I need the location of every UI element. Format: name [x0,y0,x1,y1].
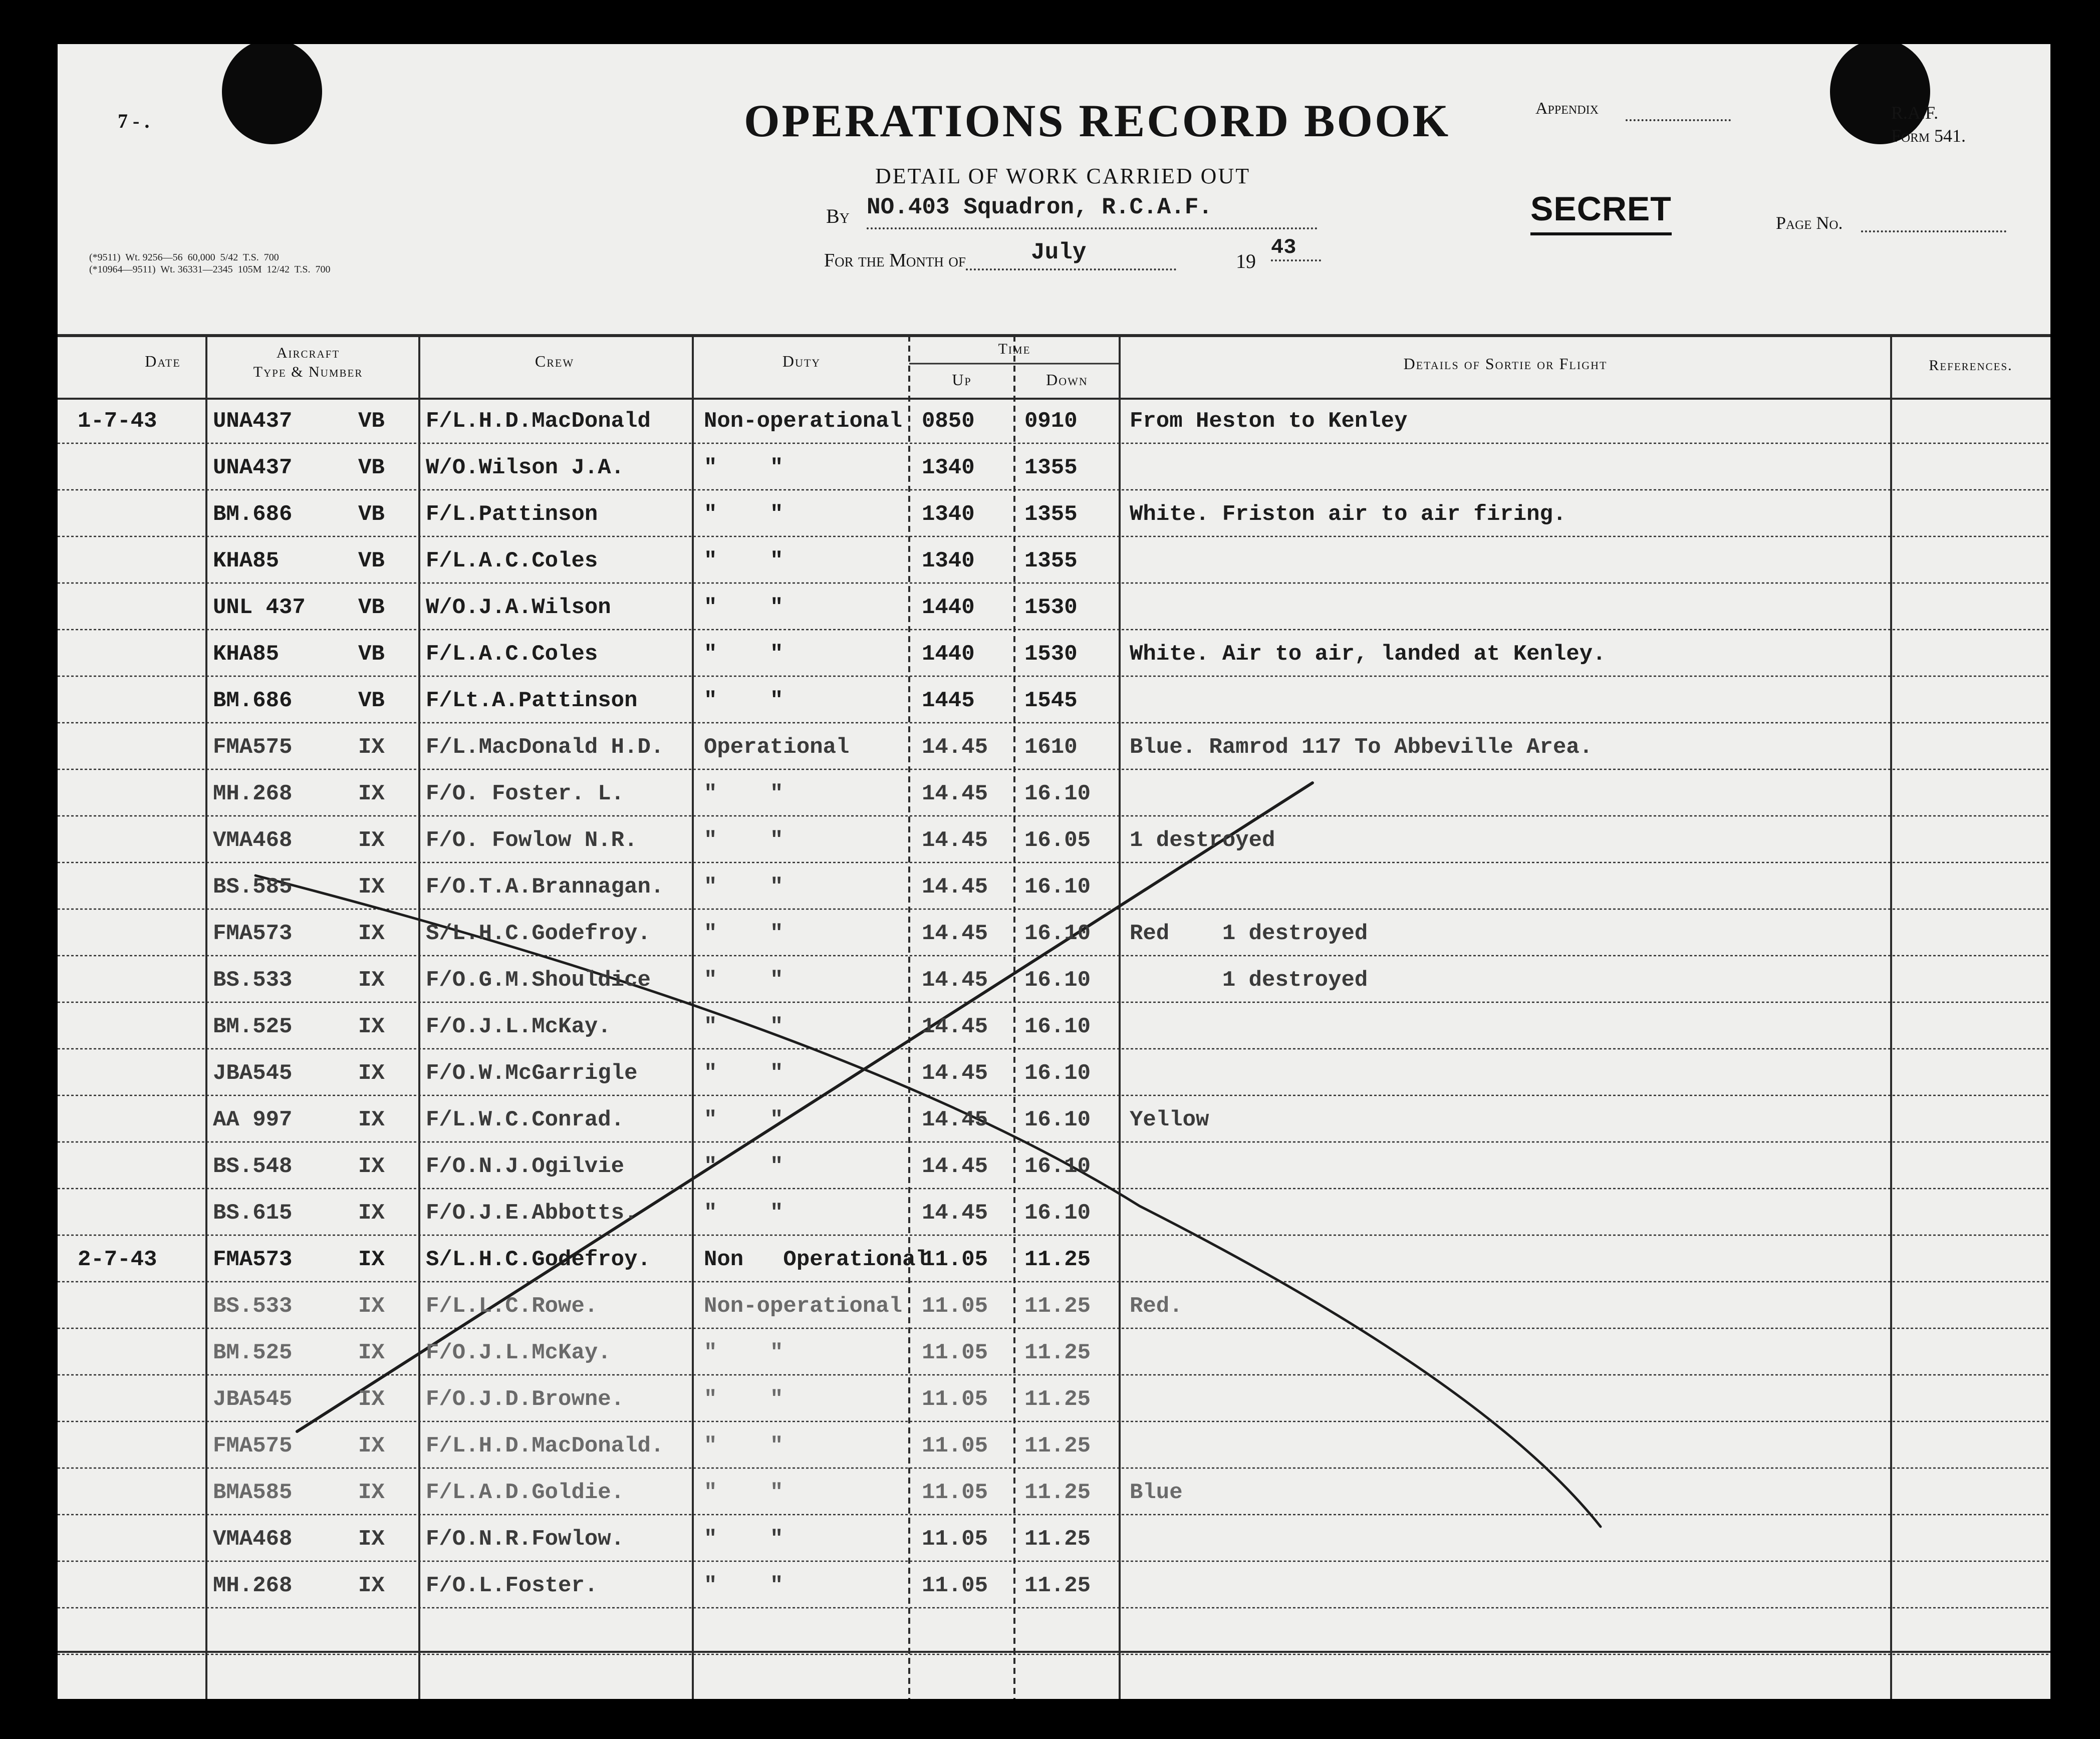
row-mark: IX [358,1107,385,1132]
row-time-down: 16.10 [1024,1201,1091,1226]
row-aircraft: BMA585 [213,1480,293,1505]
row-mark: IX [358,921,385,946]
year-prefix: 19 [1236,250,1256,272]
row-mark: IX [358,968,385,993]
row-time-up: 11.05 [922,1247,988,1272]
row-duty: " " [704,1014,783,1039]
row-mark: IX [358,875,385,900]
row-time-down: 11.25 [1024,1340,1091,1365]
row-duty: " " [704,968,783,993]
row-time-up: 11.05 [922,1573,988,1598]
header-date: Date [145,352,181,370]
row-aircraft: UNA437 [213,455,293,480]
row-mark: VB [358,455,385,480]
row-time-up: 11.05 [922,1433,988,1459]
row-time-up: 11.05 [922,1294,988,1319]
row-mark: VB [358,688,385,713]
row-time-down: 1355 [1024,502,1078,527]
row-crew: S/L.H.C.Godefroy. [426,921,651,946]
row-aircraft: BS.615 [213,1201,293,1226]
row-mark: VB [358,502,385,527]
row-duty: " " [704,548,783,573]
row-time-up: 1340 [922,548,975,573]
header-crew: Crew [535,352,575,370]
secret-stamp: SECRET [1530,189,1672,235]
row-duty: " " [704,595,783,620]
row-details: Red 1 destroyed [1130,921,1368,946]
row-time-down: 11.25 [1024,1294,1091,1319]
row-mark: VB [358,409,385,434]
row-crew: F/O.L.Foster. [426,1573,598,1598]
row-crew: F/O.T.A.Brannagan. [426,875,664,900]
page-number-line [1861,230,2006,232]
row-crew: S/L.H.C.Godefroy. [426,1247,651,1272]
row-time-down: 11.25 [1024,1480,1091,1505]
row-time-up: 14.45 [922,1014,988,1039]
row-mark: IX [358,1527,385,1552]
row-mark: VB [358,642,385,667]
row-time-down: 1355 [1024,548,1078,573]
header-time: Time [998,341,1031,357]
row-aircraft: VMA468 [213,828,293,853]
row-duty: " " [704,1573,783,1598]
row-crew: F/O.J.E.Abbotts. [426,1201,638,1226]
row-duty: Non-operational [704,1294,903,1319]
row-aircraft: FMA575 [213,735,293,760]
row-crew: W/O.J.A.Wilson [426,595,611,620]
row-duty: " " [704,1201,783,1226]
row-aircraft: FMA573 [213,921,293,946]
row-duty: " " [704,688,783,713]
row-duty: " " [704,1480,783,1505]
row-time-down: 11.25 [1024,1387,1091,1412]
row-aircraft: JBA545 [213,1061,293,1086]
row-crew: F/O.W.McGarrigle [426,1061,638,1086]
row-crew: F/L.A.C.Coles [426,642,598,667]
row-time-up: 14.45 [922,781,988,806]
row-details: From Heston to Kenley [1130,409,1408,434]
row-time-down: 16.05 [1024,828,1091,853]
row-time-down: 0910 [1024,409,1078,434]
row-duty: " " [704,502,783,527]
row-crew: F/O.G.M.Shouldice [426,968,651,993]
row-time-up: 14.45 [922,828,988,853]
row-duty: " " [704,828,783,853]
row-time-down: 1545 [1024,688,1078,713]
row-mark: IX [358,1154,385,1179]
row-details: White. Air to air, landed at Kenley. [1130,642,1606,667]
row-mark: IX [358,1433,385,1459]
row-crew: F/O. Foster. L. [426,781,625,806]
page-subtitle: DETAIL OF WORK CARRIED OUT [875,164,1251,188]
row-mark: IX [358,1387,385,1412]
row-time-up: 1445 [922,688,975,713]
record-sheet [58,44,2050,1699]
row-duty: Non Operational [704,1247,929,1272]
row-aircraft: MH.268 [213,781,293,806]
row-details: Red. [1130,1294,1183,1319]
row-aircraft: BM.525 [213,1340,293,1365]
row-time-down: 16.10 [1024,1014,1091,1039]
row-details: White. Friston air to air firing. [1130,502,1566,527]
row-aircraft: UNA437 [213,409,293,434]
row-time-down: 16.10 [1024,921,1091,946]
row-time-down: 16.10 [1024,1107,1091,1132]
row-crew: F/Lt.A.Pattinson [426,688,638,713]
row-duty: " " [704,1340,783,1365]
row-duty: " " [704,1433,783,1459]
row-time-up: 14.45 [922,875,988,900]
page-number-label: Page No. [1776,213,1843,233]
squadron-name: NO.403 Squadron, R.C.A.F. [867,194,1318,229]
row-details: Yellow [1130,1107,1209,1132]
header-up: Up [952,371,972,389]
row-mark: IX [358,1294,385,1319]
row-date: 1-7-43 [78,409,157,434]
row-mark: IX [358,1014,385,1039]
row-mark: IX [358,1247,385,1272]
header-down: Down [1046,371,1088,389]
header-aircraft: Aircraft Type & Number [253,345,363,380]
row-details: Blue [1130,1480,1183,1505]
row-crew: F/L.H.D.MacDonald. [426,1433,664,1459]
row-time-up: 14.45 [922,1107,988,1132]
row-mark: IX [358,781,385,806]
row-time-up: 14.45 [922,968,988,993]
row-time-up: 1440 [922,642,975,667]
page-title: OPERATIONS RECORD BOOK [744,95,1451,146]
row-aircraft: UNL 437 [213,595,306,620]
row-duty: " " [704,1061,783,1086]
row-crew: F/O.N.J.Ogilvie [426,1154,625,1179]
row-duty: " " [704,1527,783,1552]
row-time-up: 14.45 [922,1061,988,1086]
row-time-down: 1530 [1024,595,1078,620]
year-suffix: 43 [1271,235,1321,261]
row-crew: F/O.N.R.Fowlow. [426,1527,625,1552]
row-details: Blue. Ramrod 117 To Abbeville Area. [1130,735,1593,760]
row-time-up: 1340 [922,502,975,527]
row-time-down: 16.10 [1024,781,1091,806]
row-aircraft: JBA545 [213,1387,293,1412]
row-mark: IX [358,1480,385,1505]
row-crew: F/L.W.C.Conrad. [426,1107,625,1132]
row-details: 1 destroyed [1130,968,1368,993]
row-duty: " " [704,921,783,946]
row-time-down: 16.10 [1024,1154,1091,1179]
row-duty: " " [704,875,783,900]
row-aircraft: BS.533 [213,968,293,993]
row-crew: F/O.J.D.Browne. [426,1387,625,1412]
row-mark: IX [358,1201,385,1226]
row-aircraft: BM.686 [213,688,293,713]
row-aircraft: FMA575 [213,1433,293,1459]
row-aircraft: KHA85 [213,642,280,667]
row-time-down: 11.25 [1024,1527,1091,1552]
row-mark: IX [358,1573,385,1598]
row-time-down: 16.10 [1024,1061,1091,1086]
row-time-up: 0850 [922,409,975,434]
form-print-codes: (*9511) Wt. 9256—56 60,000 5/42 T.S. 700 (*10964—9511) Wt. 36331—2345 105M 12/42 T.S. 700 [89,252,331,275]
row-duty: " " [704,1107,783,1132]
by-label: By [826,205,850,227]
appendix-label: Appendix [1535,99,1599,118]
row-time-down: 11.25 [1024,1433,1091,1459]
row-aircraft: KHA85 [213,548,280,573]
row-mark: IX [358,1061,385,1086]
row-time-up: 11.05 [922,1480,988,1505]
row-time-up: 14.45 [922,1154,988,1179]
row-date: 2-7-43 [78,1247,157,1272]
row-crew: F/L.MacDonald H.D. [426,735,664,760]
row-crew: F/L.Pattinson [426,502,598,527]
row-time-down: 11.25 [1024,1573,1091,1598]
row-aircraft: AA 997 [213,1107,293,1132]
row-time-down: 1530 [1024,642,1078,667]
row-time-down: 16.10 [1024,875,1091,900]
row-mark: IX [358,828,385,853]
row-time-up: 1440 [922,595,975,620]
row-crew: F/L.H.D.MacDonald [426,409,651,434]
row-time-down: 11.25 [1024,1247,1091,1272]
row-mark: VB [358,595,385,620]
row-mark: IX [358,1340,385,1365]
row-aircraft: BM.686 [213,502,293,527]
row-duty: " " [704,455,783,480]
row-crew: F/L.A.D.Goldie. [426,1480,625,1505]
corner-mark: 7 - . [118,110,150,132]
row-time-up: 11.05 [922,1387,988,1412]
row-time-up: 11.05 [922,1527,988,1552]
row-duty: " " [704,1154,783,1179]
row-crew: W/O.Wilson J.A. [426,455,625,480]
row-aircraft: VMA468 [213,1527,293,1552]
row-time-up: 14.45 [922,921,988,946]
row-time-down: 1355 [1024,455,1078,480]
row-crew: F/O.J.L.McKay. [426,1014,611,1039]
raf-form-number: R.A.F. Form 541. [1891,103,1966,146]
month-label: For the Month of [824,250,966,271]
month-value: July [966,239,1176,270]
row-aircraft: BS.585 [213,875,293,900]
row-time-up: 14.45 [922,1201,988,1226]
row-crew: F/O. Fowlow N.R. [426,828,638,853]
row-details: 1 destroyed [1130,828,1275,853]
row-aircraft: FMA573 [213,1247,293,1272]
row-time-up: 11.05 [922,1340,988,1365]
row-time-down: 1610 [1024,735,1078,760]
row-time-down: 16.10 [1024,968,1091,993]
row-time-up: 1340 [922,455,975,480]
row-time-up: 14.45 [922,735,988,760]
row-duty: Operational [704,735,850,760]
row-crew: F/O.J.L.McKay. [426,1340,611,1365]
row-aircraft: BS.548 [213,1154,293,1179]
row-duty: " " [704,781,783,806]
row-aircraft: BS.533 [213,1294,293,1319]
row-mark: VB [358,548,385,573]
row-mark: IX [358,735,385,760]
header-references: References. [1929,357,2013,374]
row-crew: F/L.L.C.Rowe. [426,1294,598,1319]
header-duty: Duty [782,352,821,370]
row-aircraft: MH.268 [213,1573,293,1598]
row-aircraft: BM.525 [213,1014,293,1039]
header-details: Details of Sortie or Flight [1403,355,1608,373]
row-duty: " " [704,642,783,667]
row-crew: F/L.A.C.Coles [426,548,598,573]
appendix-line [1626,119,1731,121]
row-duty: Non-operational [704,409,903,434]
binder-hole-left [222,44,322,144]
row-duty: " " [704,1387,783,1412]
